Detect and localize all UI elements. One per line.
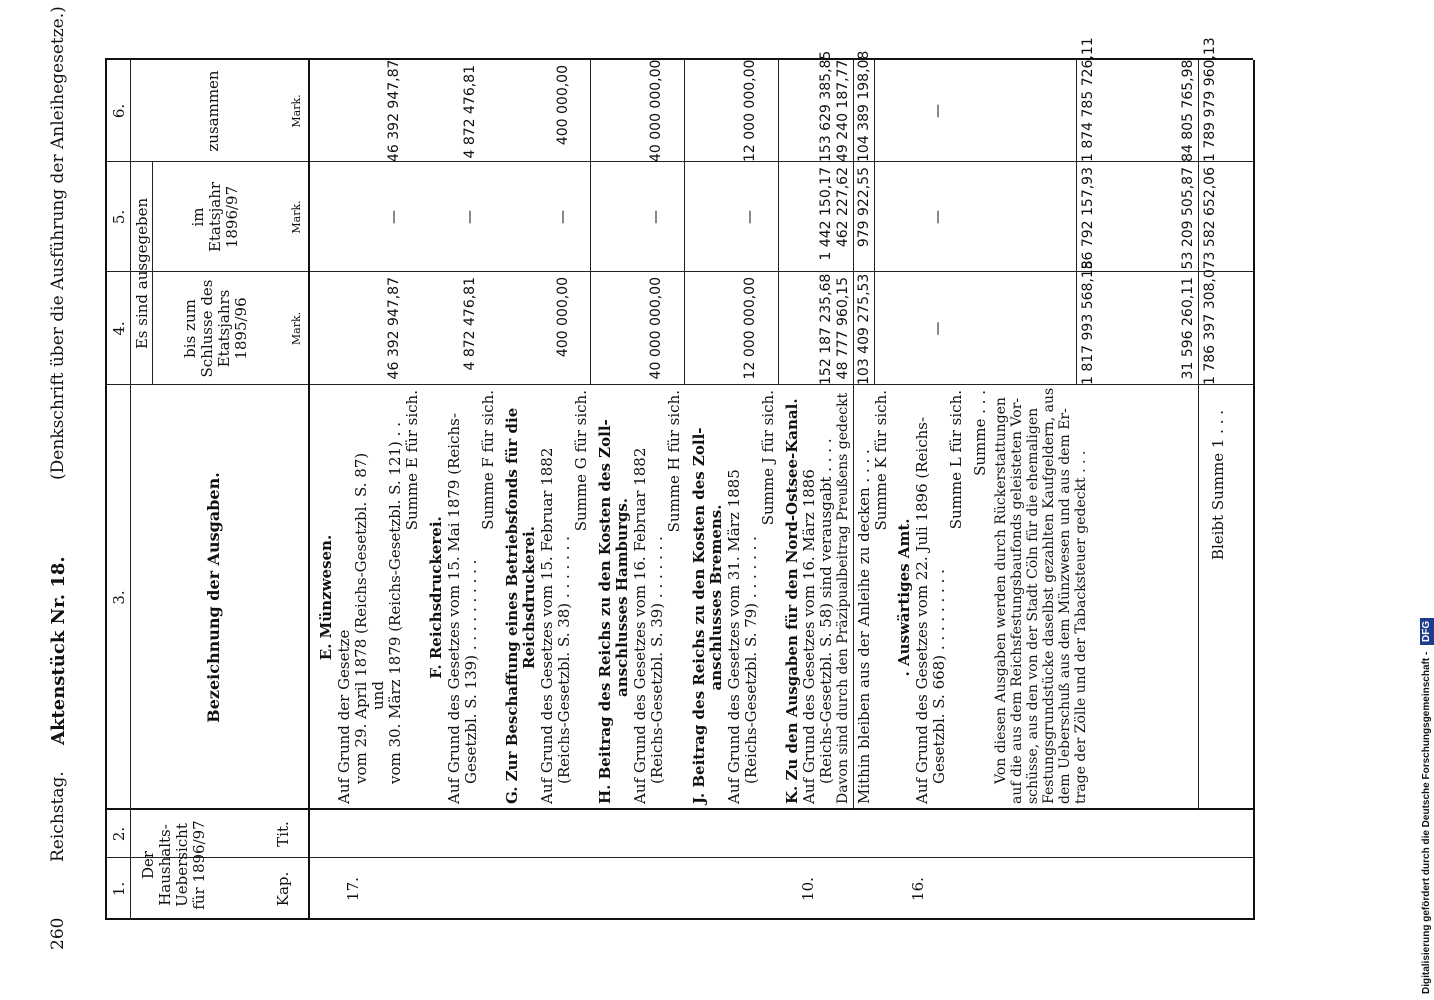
tit-label: Tit. xyxy=(274,821,292,847)
section-heading: . Auswärtiges Amt. xyxy=(895,518,913,677)
col-num: 6. xyxy=(110,103,128,119)
section-heading: anschlusses Hamburgs. xyxy=(613,497,631,698)
section-line: Auf Grund des Gesetzes vom 15. Februar 1882 xyxy=(538,447,556,804)
section-line: Auf Grund des Gesetzes vom 31. März 1885 xyxy=(725,469,743,804)
col3-header: Bezeichnung der Ausgaben. xyxy=(204,472,223,723)
row-rule xyxy=(105,60,107,920)
header-title: Aktenstück Nr. 18. xyxy=(48,556,69,745)
rest-value-5: 3 582 652,06 xyxy=(1202,167,1218,261)
section-heading: G. Zur Beschaffung eines Betriebsfonds für die xyxy=(503,407,521,804)
col4-header: bis zum Schlusse des Etatsjahrs 1895/96 xyxy=(181,279,250,378)
section-line: vom 30. März 1879 (Reichs-Gesetzbl. S. 121) . . xyxy=(386,422,404,784)
row-rule xyxy=(152,162,153,385)
unit-label: Mark. xyxy=(290,311,303,346)
value-5: — xyxy=(930,210,946,224)
row-rule xyxy=(130,60,131,920)
section-heading: E. Münzwesen. xyxy=(317,534,335,661)
value-5b: 462 227,62 xyxy=(835,167,851,248)
value-6: 46 392 947,87 xyxy=(386,59,402,162)
row-rule xyxy=(1253,60,1255,920)
section-line: Auf Grund des Gesetzes vom 16. März 1886 xyxy=(800,469,818,804)
note-value-6: 84 805 765,98 xyxy=(1180,59,1196,162)
row-rule xyxy=(590,60,591,385)
section-heading: Reichsdruckerei. xyxy=(520,526,538,669)
note-value-4: 31 596 260,11 xyxy=(1180,277,1196,380)
note-line: schüsse, aus den von der Stadt Cöln für die ehemaligen xyxy=(1025,407,1041,804)
kap-number: 16. xyxy=(909,877,927,901)
section-line: (Reichs-Gesetzbl. S. 79) . . . . . . . xyxy=(742,536,760,784)
value-4: — xyxy=(930,321,946,336)
value-4: 4 872 476,81 xyxy=(462,277,478,371)
col-num: 3. xyxy=(110,590,128,605)
total-value-4: 1 817 993 568,18 xyxy=(1080,260,1096,385)
value-6b: 49 240 187,77 xyxy=(835,59,851,162)
section-line: (Reichs-Gesetzbl. S. 38) . . . . . . . xyxy=(555,536,573,784)
value-6: 400 000,00 xyxy=(555,65,571,146)
value-4a: 152 187 235,68 xyxy=(818,273,834,385)
section-line: vom 29. April 1878 (Reichs-Gesetzbl. S. 87) xyxy=(352,452,370,784)
value-4b: 48 777 960,15 xyxy=(835,277,851,380)
note-line: dem Ueberschuß aus dem Münzwesen und aus dem Er- xyxy=(1057,408,1073,804)
row-rule xyxy=(1198,60,1199,810)
col-num: 2. xyxy=(110,826,128,842)
col5-header: im Etatsjahr 1896/97 xyxy=(189,181,241,253)
row-rule xyxy=(308,60,310,920)
rest-value-4: 1 786 397 308,07 xyxy=(1202,260,1218,385)
value-5: — xyxy=(742,210,758,224)
summe-label: Summe L für sich. xyxy=(947,390,965,530)
section-line: Gesetzbl. S. 668) . . . . . . . . . xyxy=(930,569,948,784)
rest-value-6: 1 789 979 960,13 xyxy=(1202,37,1218,162)
note-line: Von diesen Ausgaben werden durch Rückerstattungen xyxy=(993,397,1009,784)
col12-header: Der Haushalts- Uebersicht für 1896/97 xyxy=(139,820,208,910)
header-subtitle: (Denkschrift über die Ausführung der Anleihegesetze.) xyxy=(48,6,68,480)
rest-label: Mithin bleiben aus der Anleihe zu decken . . . . xyxy=(855,449,873,804)
value-6: 4 872 476,81 xyxy=(462,65,478,159)
value-5a: 1 442 150,17 xyxy=(818,167,834,261)
row-rule xyxy=(684,60,685,385)
section-heading: H. Beitrag des Reichs zu den Kosten des Zoll- xyxy=(596,419,614,804)
digitization-text: Digitalisierung gefördert durch die Deutsche Forschungsgemeinschaft - xyxy=(1421,651,1432,994)
kap-number: 10. xyxy=(799,877,817,901)
section-heading: anschlusses Bremens. xyxy=(707,504,725,691)
section-line: Auf Grund der Gesetze xyxy=(335,629,353,804)
value-4: 103 409 275,53 xyxy=(856,273,872,385)
value-4: 46 392 947,87 xyxy=(386,277,402,380)
value-4: 40 000 000,00 xyxy=(648,277,664,380)
section-heading: J. Beitrag des Reichs zu den Kosten des Zoll- xyxy=(690,427,708,804)
section-line: Gesetzbl. S. 139) . . . . . . . . . . xyxy=(462,559,480,784)
section-heading: F. Reichsdruckerei. xyxy=(427,516,445,679)
page-number: 260 xyxy=(48,917,68,950)
value-4: 400 000,00 xyxy=(555,277,571,358)
kap-label: Kap. xyxy=(274,871,292,907)
value-5: 979 922,55 xyxy=(856,167,872,248)
rest-total-label: Bleibt Summe 1 . . . xyxy=(1209,410,1227,561)
digitization-note xyxy=(1418,6,1434,994)
value-6a: 153 629 385,85 xyxy=(818,50,834,162)
note-line: Festungsgrundstücke daselbst gezahlten Kaufgeldern, aus xyxy=(1041,387,1057,804)
section-line: Auf Grund des Gesetzes vom 22. Juli 1896 (Reichs- xyxy=(913,416,931,804)
col6-header: zusammen xyxy=(204,70,222,152)
section-line: (Reichs-Gesetzbl. S. 39) . . . . . . . xyxy=(648,536,666,784)
col-num: 1. xyxy=(110,881,128,897)
summe-label: Summe G für sich. xyxy=(572,390,590,532)
value-6: 40 000 000,00 xyxy=(648,59,664,162)
kap-number: 17. xyxy=(344,877,362,901)
section-line: Auf Grund des Gesetzes vom 16. Februar 1882 xyxy=(631,447,649,804)
value-4: 12 000 000,00 xyxy=(742,277,758,380)
summe-label: Summe J für sich. xyxy=(759,390,777,526)
unit-label: Mark. xyxy=(290,94,303,128)
col-num: 4. xyxy=(110,321,128,336)
value-5: — xyxy=(462,210,478,224)
summe-label: Summe K für sich. xyxy=(872,390,890,531)
unit-label: Mark. xyxy=(290,200,303,234)
value-5: — xyxy=(386,210,402,224)
section-line: (Reichs-Gesetzbl. S. 58) sind verausgabt . . . . xyxy=(817,438,835,784)
header-left: Reichstag. xyxy=(48,771,68,862)
summe-label: Summe H für sich. xyxy=(665,390,683,533)
dfg-logo: DFG xyxy=(1420,618,1434,645)
value-5: — xyxy=(555,210,571,224)
group-header: Es sind ausgegeben xyxy=(133,197,151,350)
summe-label: Summe F für sich. xyxy=(479,390,497,530)
section-line: Auf Grund des Gesetzes vom 15. Mai 1879 (Reichs- xyxy=(445,413,463,804)
value-6: 12 000 000,00 xyxy=(742,59,758,162)
value-6: — xyxy=(930,104,946,118)
value-5: — xyxy=(648,210,664,224)
total-label: Summe . . . xyxy=(971,390,989,476)
summe-label: Summe E für sich. xyxy=(403,390,421,531)
row-rule xyxy=(853,60,854,810)
total-value-6: 1 874 785 726,11 xyxy=(1080,37,1096,162)
value-6: 104 389 198,08 xyxy=(856,50,872,162)
section-heading: K. Zu den Ausgaben für den Nord-Ostsee-Kanal. xyxy=(783,398,801,804)
note-value-5: 53 209 505,87 xyxy=(1180,167,1196,270)
row-rule xyxy=(778,60,779,385)
total-value-5: 56 792 157,93 xyxy=(1080,167,1096,270)
note-line: auf die aus dem Reichsfestungsbaufonds geleisteten Vor- xyxy=(1009,397,1025,804)
row-rule xyxy=(874,60,875,385)
note-line: trage der Zölle und der Tabacksteuer gedeckt . . . xyxy=(1073,450,1089,804)
section-line: und xyxy=(369,681,387,710)
row-rule xyxy=(1076,60,1077,385)
col-num: 5. xyxy=(110,209,128,225)
section-line: Davon sind durch den Präzipualbeitrag Preußens gedeckt xyxy=(835,392,851,804)
